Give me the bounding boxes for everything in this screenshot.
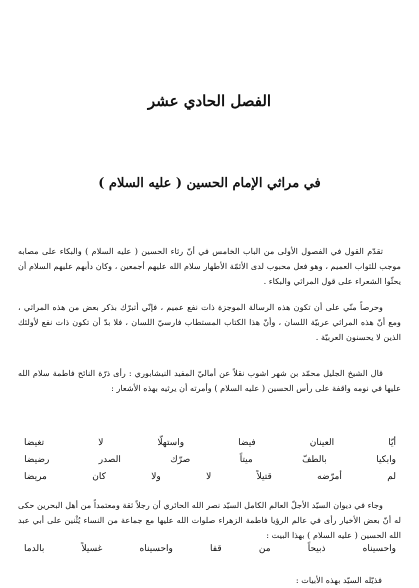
verse-line-4	[24, 542, 396, 556]
verse-word: بالدما	[24, 544, 45, 554]
verse-word: فيضا	[238, 438, 256, 448]
verse-word: وابكيا	[376, 455, 396, 465]
verse-word: أمرّضه	[317, 472, 342, 482]
verse-word: قتيلاً	[256, 472, 272, 482]
verse-word: كان	[92, 472, 106, 482]
verse-word: واحسيناه	[362, 544, 396, 554]
verse-word: ذبيحاً	[307, 544, 326, 554]
paragraph-intro-text: تقدّم القول في الفصول الأولى من الباب الخامس في أنّ رثاء الحسين ( عليه السلام ) والبكاء على مصابه موجب للثواب العميم ، وهو فعل محبوب لدى الأئمّة الأطهار سلام الله عليهم أجمعين ، وكان دأبهم عليهم السلام أن يحثّوا الشعراء على قول المراثي والبكاء .	[18, 246, 401, 287]
verse-word: لا	[98, 438, 104, 448]
paragraph-diwan-text: وجاء في ديوان السيّد الأجلّ العالم الكامل السيّد نصر الله الحائري أن رجلاً ثقة ومعتمداً من أهل البحرين حكى له أنّ بعض الأخيار رأى في عالم الرؤيا فاطمة الزهراء صلوات الله عليها مع جماعة من النساء يُثْنين على أبي عبد الله الحسين ( عليه السلام ) بهذا البيت :	[18, 500, 401, 541]
verse-line-2	[24, 453, 396, 467]
verse-word: الصدر	[98, 455, 121, 465]
verse-word: واحسيناه	[139, 544, 173, 554]
paragraph-closing-text: فذيّله السيّد بهذه الأبيات :	[295, 575, 382, 586]
paragraph-closing	[0, 573, 400, 588]
verse-word: بالطفّ	[302, 455, 327, 465]
paragraph-narration-text: قال الشيخ الجليل محمّد بن شهر اشوب نقلاً عن أماليّ المفيد النيشابوري : رأى ذرّة النائح فاطمة سلام الله عليها في نومه واقفة على رأس الحسين ( عليه السلام ) وأمرته أن يرثيه بهذه الأشعار :	[18, 368, 401, 394]
verse-word: ولا	[151, 472, 161, 482]
verse-line-3	[24, 470, 396, 484]
verse-word: من	[258, 544, 271, 554]
verse-word: غسيلاً	[81, 544, 103, 554]
paragraph-purpose	[18, 300, 401, 345]
verse-word: قفا	[210, 544, 222, 554]
paragraph-intro	[18, 244, 401, 289]
verse-word: ميتاً	[239, 455, 253, 465]
verse-word: واستهلّا	[157, 438, 185, 448]
verse-word: رضيضا	[24, 455, 50, 465]
chapter-subtitle: في مراثي الإمام الحسين ( عليه السلام )	[98, 176, 321, 191]
verse-word: لم	[387, 472, 396, 482]
chapter-title: الفصل الحادي عشر	[147, 92, 272, 110]
verse-word: مريضا	[24, 472, 47, 482]
verse-word: صرّك	[170, 455, 191, 465]
verse-word: أيّا	[388, 438, 396, 448]
verse-word: العينان	[309, 438, 335, 448]
verse-word: تغيضا	[24, 438, 45, 448]
verse-word: لا	[206, 472, 212, 482]
paragraph-narration	[18, 366, 401, 396]
paragraph-diwan	[18, 498, 401, 543]
paragraph-purpose-text: وحرصاً منّي على أن تكون هذه الرسالة الموجزة ذات نفع عميم ، فإنّي أتبرّك بذكر بعض من هذه المراثي ، ومع أنّ هذه المراثي عربيّة اللسان ، وأنّ هذا الكتاب المستطاب فارسيّ اللسان ، فلا بدّ أن تكون ذات نفع لأولئك الذين لا يحسنون العربيّة .	[18, 302, 401, 343]
verse-line-1	[24, 436, 396, 450]
